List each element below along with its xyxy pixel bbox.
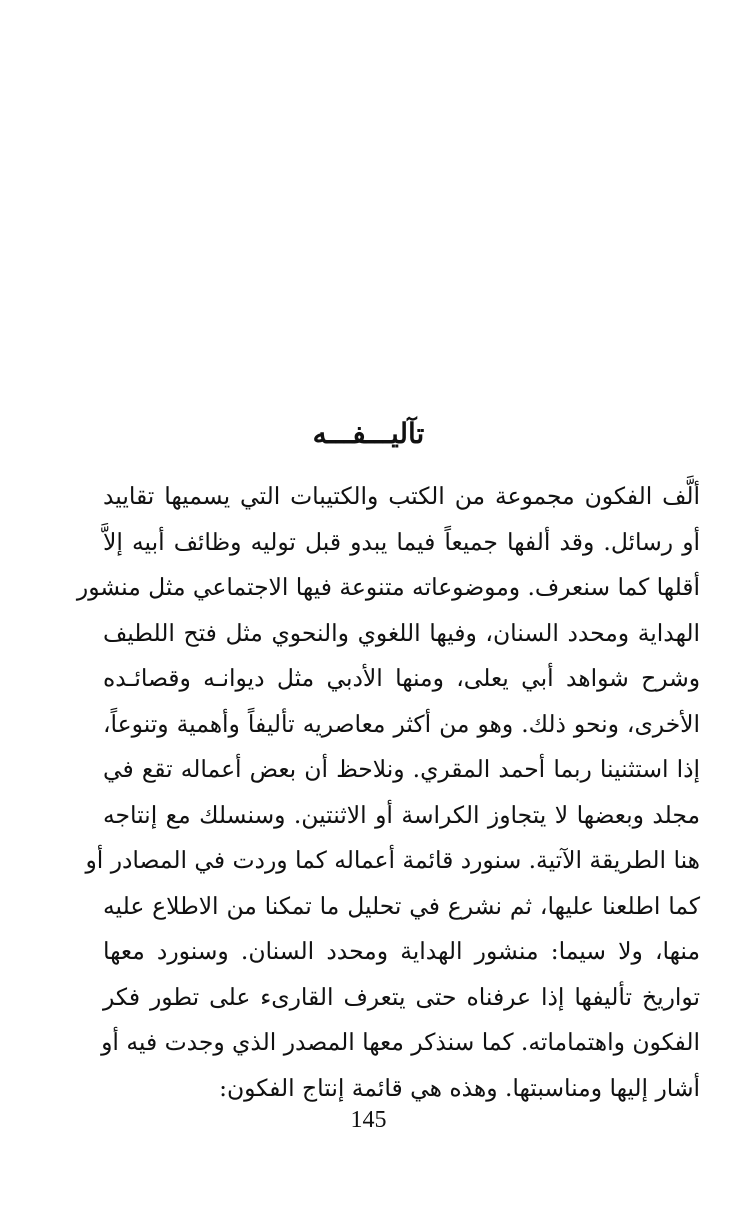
paragraph-line: أشار إليها ومناسبتها. وهذه هي قائمة إنتاج الفكون: [219,1073,700,1102]
paragraph-line: مجلد وبعضها لا يتجاوز الكراسة أو الاثنتين. وسنسلك مع إنتاجه [103,800,700,829]
body-paragraph [76,474,700,1111]
paragraph-line: وشرح شواهد أبي يعلى، ومنها الأدبي مثل ديوانـه وقصائـده [103,664,700,692]
paragraph-line: هنا الطريقة الآتية. سنورد قائمة أعماله كما وردت في المصادر أو [85,846,700,874]
paragraph-line: منها، ولا سيما: منشور الهداية ومحدد السنان. وسنورد معها [103,937,700,965]
paragraph-line: تواريخ تأليفها إذا عرفناه حتى يتعرف القارىء على تطور فكر [103,982,700,1011]
paragraph-line: الأخرى، ونحو ذلك. وهو من أكثر معاصريه تأليفاً وأهمية وتنوعاً، [103,709,700,738]
paragraph-line: أقلها كما سنعرف. وموضوعاته متنوعة فيها الاجتماعي مثل منشور [76,573,700,601]
paragraph-line: ألَّف الفكون مجموعة من الكتب والكتيبات التي يسميها تقاييد [103,482,700,510]
paragraph-line: إذا استثنينا ربما أحمد المقري. ونلاحظ أن بعض أعماله تقع في [103,755,700,783]
paragraph-line: كما اطلعنا عليها، ثم نشرع في تحليل ما تمكنا من الاطلاع عليه [103,891,700,920]
section-heading: تآليـــفـــه [312,417,425,450]
page-number: 145 [350,1107,387,1133]
paragraph-line: الفكون واهتماماته. كما سنذكر معها المصدر الذي وجدت فيه أو [101,1028,700,1056]
paragraph-line: أو رسائل. وقد ألفها جميعاً فيما يبدو قبل توليه وظائف أبيه إلاَّ [103,527,700,556]
paragraph-line: الهداية ومحدد السنان، وفيها اللغوي والنحوي مثل فتح اللطيف [103,618,700,647]
